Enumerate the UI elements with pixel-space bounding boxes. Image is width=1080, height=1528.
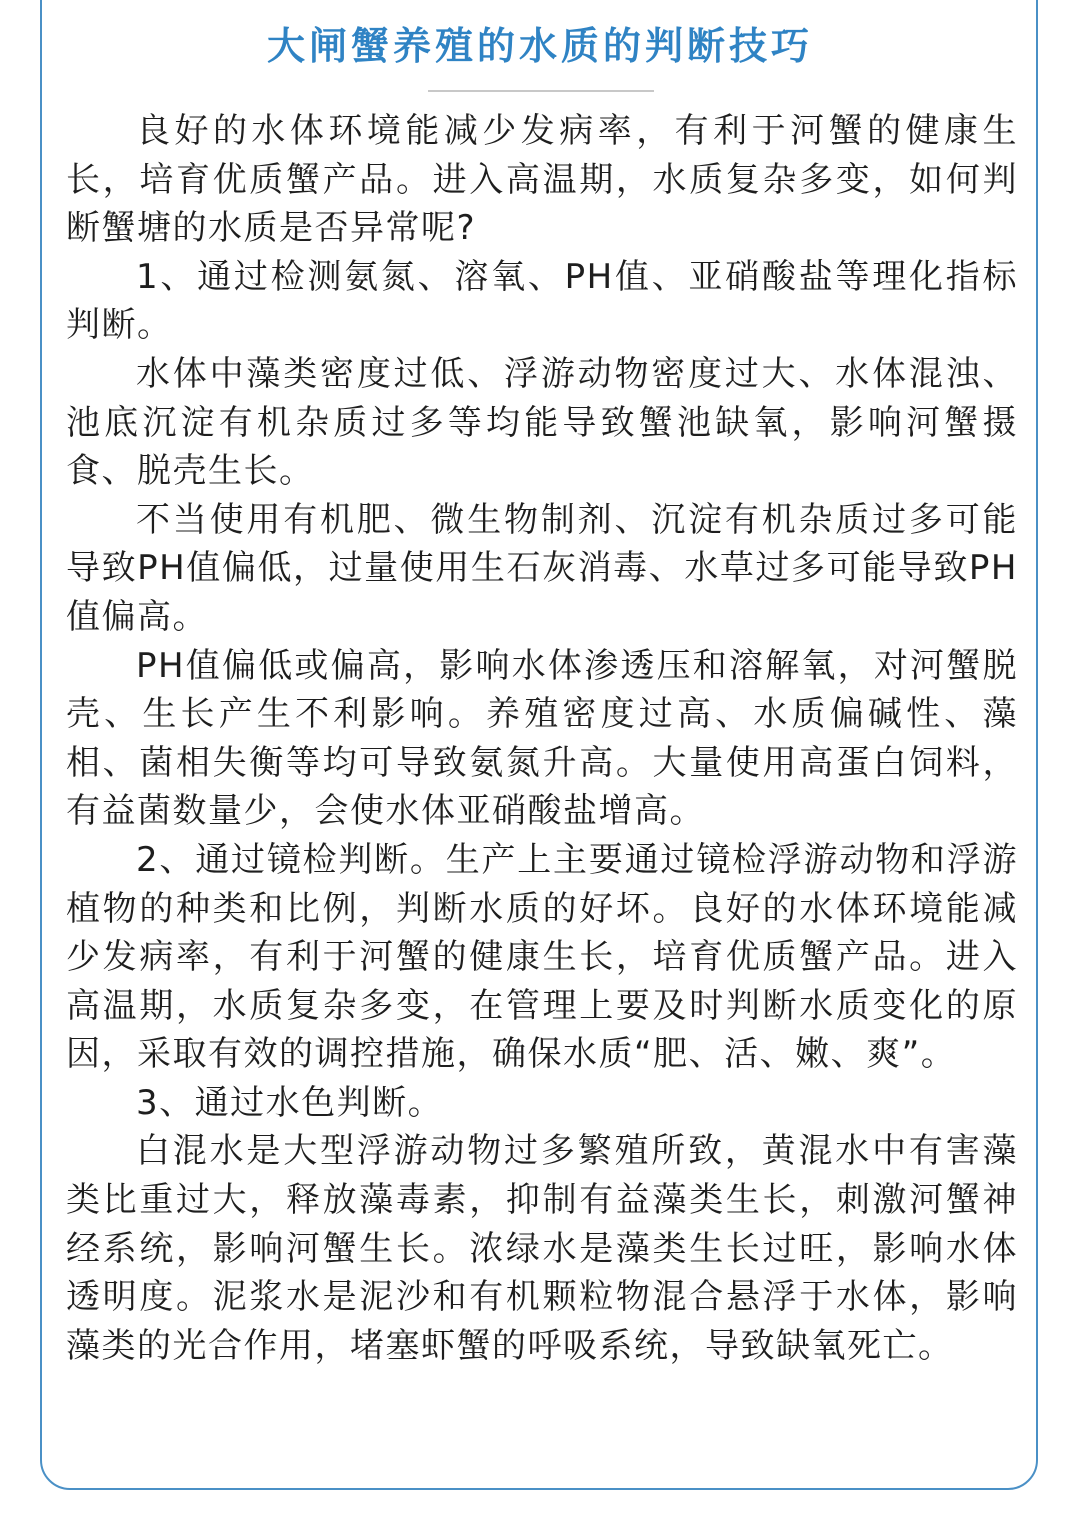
- article-title: 大闸蟹养殖的水质的判断技巧: [266, 24, 813, 68]
- paragraph-ph-effects: PH值偏低或偏高，影响水体渗透压和溶解氧，对河蟹脱壳、生长产生不利影响。养殖密度过高、水质偏碱性、藻相、菌相失衡等均可导致氨氮升高。大量使用高蛋白饲料，有益菌数量少，会使水体亚硝酸盐增高。: [66, 645, 1018, 832]
- title-divider: [428, 90, 654, 92]
- paragraph-water-color: 白混水是大型浮游动物过多繁殖所致，黄混水中有害藻类比重过大，释放藻毒素，抑制有益藻类生长，刺激河蟹神经系统，影响河蟹生长。浓绿水是藻类生长过旺，影响水体透明度。泥浆水是泥沙和有机颗粒物混合悬浮于水体，影响藻类的光合作用，堵塞虾蟹的呼吸系统，导致缺氧死亡。: [66, 1131, 1018, 1366]
- paragraph-method-1: 1、通过检测氨氮、溶氧、PH值、亚硝酸盐等理化指标判断。: [66, 256, 1018, 346]
- paragraph-oxygen: 水体中藻类密度过低、浮游动物密度过大、水体混浊、池底沉淀有机杂质过多等均能导致蟹池缺氧，影响河蟹摄食、脱壳生长。: [66, 353, 1018, 492]
- paragraph-method-3: 3、通过水色判断。: [136, 1082, 444, 1123]
- paragraph-intro: 良好的水体环境能减少发病率，有利于河蟹的健康生长，培育优质蟹产品。进入高温期，水质复杂多变，如何判断蟹塘的水质是否异常呢?: [66, 111, 1018, 249]
- paragraph-method-2: 2、通过镜检判断。生产上主要通过镜检浮游动物和浮游植物的种类和比例，判断水质的好坏。良好的水体环境能减少发病率，有利于河蟹的健康生长，培育优质蟹产品。进入高温期，水质复杂多变，在管理上要及时判断水质变化的原因，采取有效的调控措施，确保水质“肥、活、嫩、爽”。: [66, 839, 1018, 1075]
- article-body: [66, 107, 1018, 1370]
- paragraph-ph-causes: 不当使用有机肥、微生物制剂、沉淀有机杂质过多可能导致PH值偏低，过量使用生石灰消毒、水草过多可能导致PH值偏高。: [66, 499, 1018, 637]
